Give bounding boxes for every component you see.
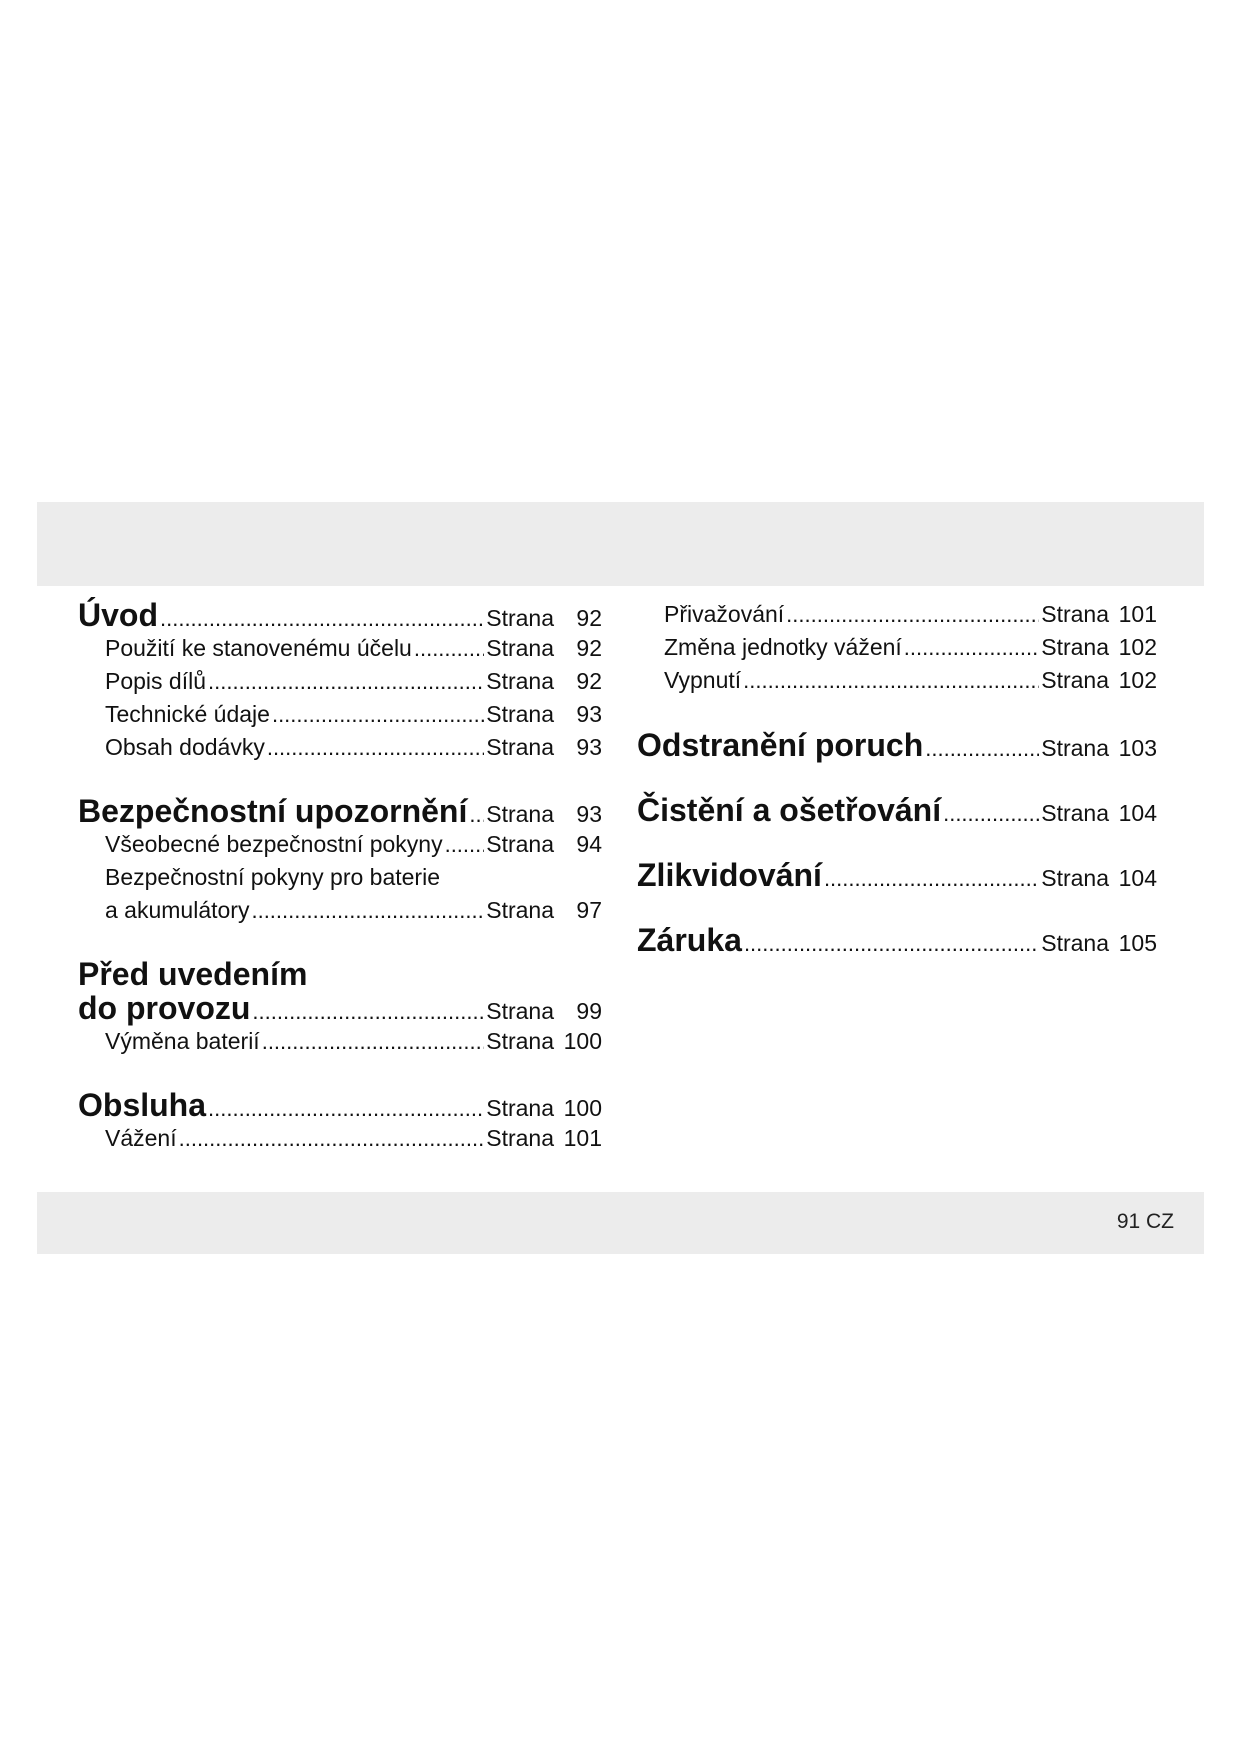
toc-entry-odstraneni[interactable] <box>637 727 1157 763</box>
toc-right-column <box>637 598 1157 958</box>
toc-entry-strana: Strana <box>1041 800 1109 826</box>
toc-entry-vazeni[interactable] <box>78 1122 602 1155</box>
leader-dots <box>445 828 485 861</box>
toc-entry-strana: Strana <box>486 635 554 661</box>
toc-entry-page: 93 <box>576 801 602 827</box>
toc-entry-title: Technické údaje <box>105 701 270 727</box>
toc-entry-strana: Strana <box>486 1028 554 1054</box>
toc-entry-vypnuti[interactable] <box>637 664 1157 697</box>
leader-dots <box>469 798 484 832</box>
toc-entry-title: Čistění a ošetřování <box>637 792 942 828</box>
leader-dots <box>208 1092 484 1126</box>
toc-entry-title: Popis dílů <box>105 668 207 694</box>
toc-entry-title: Změna jednotky vážení <box>664 634 902 660</box>
toc-entry-title: Přivažování <box>664 601 785 627</box>
page-number: 91 CZ <box>1116 1210 1174 1233</box>
toc-entry-title: Bezpečnostní upozornění <box>78 793 468 829</box>
toc-entry-popis[interactable] <box>78 665 602 698</box>
spacer <box>78 1058 602 1088</box>
leader-dots <box>251 894 484 927</box>
toc-entry-title: Obsluha <box>78 1087 207 1123</box>
toc-entry-pred-line1[interactable]: Před uvedením <box>78 956 308 992</box>
toc-entry-obsah[interactable] <box>78 731 602 764</box>
toc-entry-page: 94 <box>576 831 602 857</box>
leader-dots <box>179 1122 485 1155</box>
leader-dots <box>262 1025 485 1058</box>
toc-entry-strana: Strana <box>486 668 554 694</box>
leader-dots <box>904 631 1039 664</box>
toc-entry-strana: Strana <box>486 1125 554 1151</box>
toc-entry-title: do provozu <box>78 990 251 1026</box>
toc-entry-title: Výměna baterií <box>105 1028 260 1054</box>
spacer <box>637 697 1157 727</box>
toc-entry-page: 92 <box>576 668 602 694</box>
toc-entry-page: 100 <box>563 1028 602 1054</box>
leader-dots <box>414 632 484 665</box>
spacer <box>637 763 1157 792</box>
toc-entry-title: Záruka <box>637 922 742 958</box>
footer-band <box>37 1192 1204 1254</box>
toc-entry-page: 101 <box>1118 601 1157 627</box>
spacer <box>78 927 602 957</box>
toc-entry-page: 92 <box>576 605 602 631</box>
toc-entry-page: 92 <box>576 635 602 661</box>
leader-dots <box>208 665 484 698</box>
toc-entry-title: Vypnutí <box>664 667 742 693</box>
toc-entry-page: 103 <box>1118 735 1157 761</box>
spacer <box>78 764 602 794</box>
toc-entry-strana: Strana <box>1041 930 1109 956</box>
toc-entry-title: Všeobecné bezpečnostní pokyny <box>105 831 443 857</box>
leader-dots <box>744 926 1039 962</box>
toc-left-column <box>78 598 602 1155</box>
toc-entry-page: 93 <box>576 701 602 727</box>
toc-entry-title: Obsah dodávky <box>105 734 265 760</box>
toc-entry-page: 97 <box>576 897 602 923</box>
toc-entry-strana: Strana <box>486 998 554 1024</box>
toc-entry-obsluha[interactable] <box>78 1088 602 1122</box>
toc-entry-strana: Strana <box>486 701 554 727</box>
toc-entry-title: a akumulátory <box>105 897 250 923</box>
toc-entry-page: 102 <box>1118 634 1157 660</box>
toc-entry-strana: Strana <box>1041 634 1109 660</box>
toc-entry-page: 105 <box>1118 930 1157 956</box>
toc-entry-zmena[interactable] <box>637 631 1157 664</box>
toc-entry-title: Vážení <box>105 1125 177 1151</box>
leader-dots <box>252 995 484 1029</box>
toc-entry-strana: Strana <box>1041 865 1109 891</box>
leader-dots <box>925 731 1039 767</box>
toc-entry-page: 100 <box>563 1095 602 1121</box>
toc-entry-privazovani[interactable] <box>637 598 1157 631</box>
toc-entry-page: 101 <box>563 1125 602 1151</box>
toc-entry-title: Použití ke stanovenému účelu <box>105 635 412 661</box>
toc-entry-page: 104 <box>1118 865 1157 891</box>
toc-entry-strana: Strana <box>486 897 554 923</box>
toc-entry-page: 102 <box>1118 667 1157 693</box>
spacer <box>637 893 1157 922</box>
toc-entry-strana: Strana <box>486 1095 554 1121</box>
toc-entry-bezpecnost[interactable] <box>78 794 602 828</box>
toc-entry-page: 104 <box>1118 800 1157 826</box>
toc-entry-strana: Strana <box>486 801 554 827</box>
header-band <box>37 502 1204 586</box>
toc-entry-uvod[interactable] <box>78 598 602 632</box>
toc-entry-zlikvidovani[interactable] <box>637 857 1157 893</box>
leader-dots <box>160 602 484 636</box>
toc-entry-page: 93 <box>576 734 602 760</box>
leader-dots <box>943 796 1039 832</box>
leader-dots <box>743 664 1039 697</box>
toc-entry-strana: Strana <box>486 831 554 857</box>
toc-entry-vymena[interactable] <box>78 1025 602 1058</box>
toc-entry-technicke[interactable] <box>78 698 602 731</box>
leader-dots <box>786 598 1039 631</box>
toc-entry-pred[interactable] <box>78 991 602 1025</box>
toc-entry-strana: Strana <box>486 734 554 760</box>
toc-entry-title: Úvod <box>78 597 158 633</box>
toc-entry-cisteni[interactable] <box>637 792 1157 828</box>
toc-entry-strana: Strana <box>1041 735 1109 761</box>
toc-entry-vseobecne[interactable] <box>78 828 602 861</box>
toc-entry-pouziti[interactable] <box>78 632 602 665</box>
toc-entry-baterie-line1[interactable]: Bezpečnostní pokyny pro baterie <box>105 864 440 890</box>
toc-entry-strana: Strana <box>486 605 554 631</box>
toc-entry-zaruka[interactable] <box>637 922 1157 958</box>
leader-dots <box>824 861 1039 897</box>
toc-entry-baterie[interactable] <box>78 894 602 927</box>
toc-entry-strana: Strana <box>1041 601 1109 627</box>
toc-entry-page: 99 <box>576 998 602 1024</box>
toc-entry-strana: Strana <box>1041 667 1109 693</box>
toc-entry-title: Zlikvidování <box>637 857 822 893</box>
toc-entry-title: Odstranění poruch <box>637 727 924 763</box>
leader-dots <box>272 698 484 731</box>
spacer <box>637 828 1157 857</box>
leader-dots <box>267 731 484 764</box>
